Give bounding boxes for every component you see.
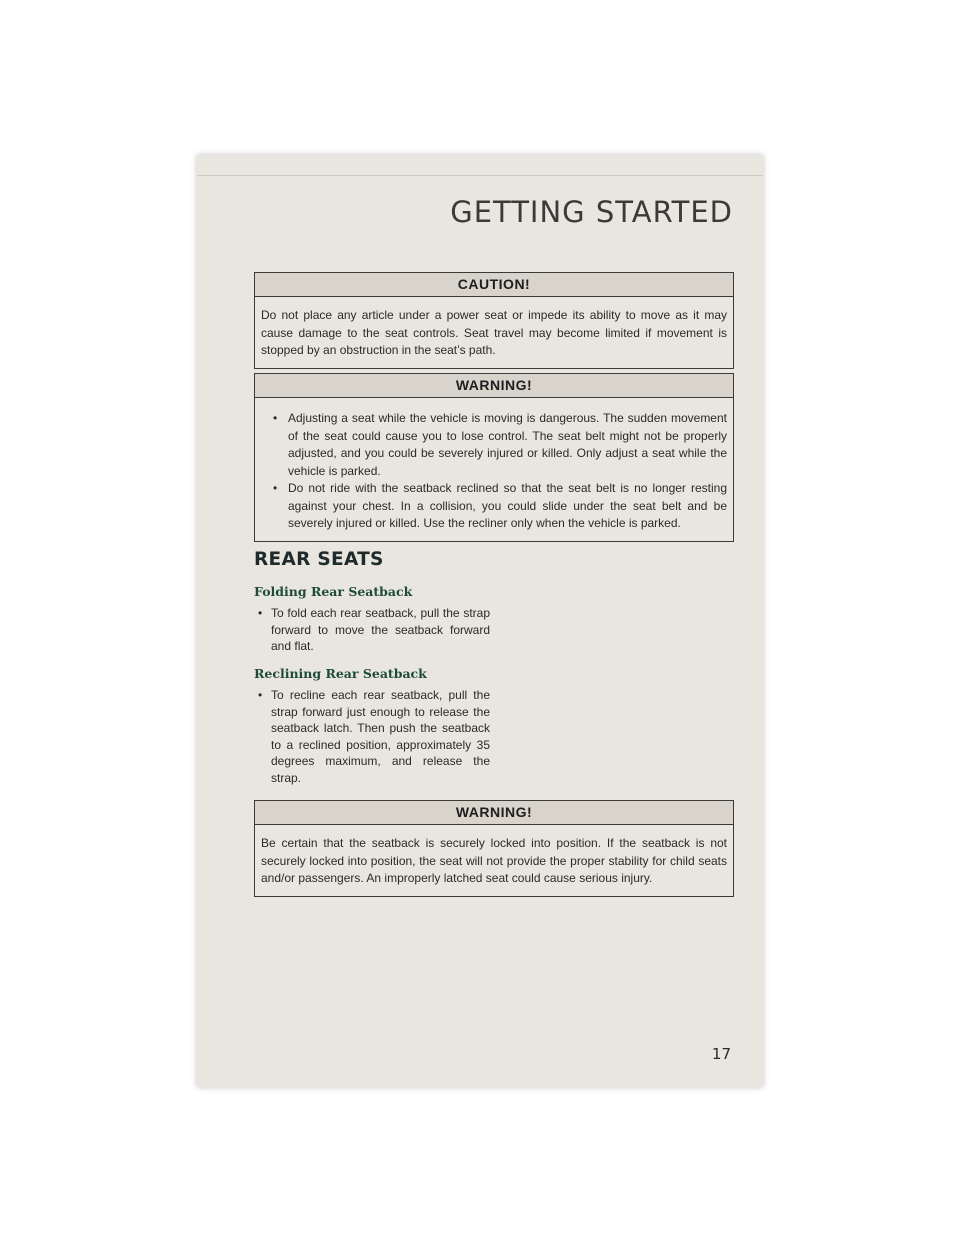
header-rule — [197, 175, 763, 176]
caution-box-title: CAUTION! — [255, 273, 733, 297]
bullet-icon: • — [273, 411, 278, 425]
warning-box-text: Be certain that the seatback is securely locked into position. If the seatback is not securely locked into position, the seat will not provide the proper stability for child seats and/or passengers. An improperly latched seat could cause serious injury. — [261, 836, 727, 885]
reclining-rear-seatback-text: • To recline each rear seatback, pull the strap forward just enough to release the seatback latch. Then push the seatback to a reclined position, approximately 35 degrees maximum, and release the strap. — [258, 688, 490, 785]
folding-rear-seatback-subhead: Folding Rear Seatback — [254, 584, 413, 599]
warning-box-title: WARNING! — [255, 374, 733, 398]
caution-box-text: Do not place any article under a power seat or impede its ability to move as it may cause damage to the seat controls. Seat travel may become limited if movement is stopped by an obstruction in the seat’s path. — [261, 308, 727, 357]
reclining-rear-seatback-subhead: Reclining Rear Seatback — [254, 666, 427, 681]
bullet-icon: • — [258, 688, 263, 702]
bullet-icon: • — [258, 606, 263, 620]
folding-rear-seatback-text: • To fold each rear seatback, pull the strap forward to move the seatback forward and flat. — [258, 606, 490, 653]
warning-bullet-item: • Adjusting a seat while the vehicle is moving is dangerous. The sudden movement of the seat could cause you to lose control. The seat belt might not be properly adjusted, and you could be severely injured or killed. Only adjust a seat while the vehicle is parked. — [273, 411, 727, 478]
warning-box-body — [255, 398, 733, 541]
warning-box-seatback-lock — [254, 800, 734, 897]
warning-bullet-item: • Do not ride with the seatback reclined so that the seat belt is no longer resting against your chest. In a collision, you could slide under the seat belt and be severely injured or killed. Use the recliner only when the vehicle is parked. — [273, 481, 727, 530]
page-number: 17 — [711, 1045, 731, 1063]
manual-page — [197, 155, 763, 1087]
caution-box — [254, 272, 734, 369]
warning-bullet-list — [261, 410, 727, 533]
section-title: GETTING STARTED — [450, 195, 733, 229]
rear-seats-heading: REAR SEATS — [254, 549, 384, 570]
warning-box-title: WARNING! — [255, 801, 733, 825]
warning-box-seat-adjust — [254, 373, 734, 542]
bullet-icon: • — [273, 481, 278, 495]
